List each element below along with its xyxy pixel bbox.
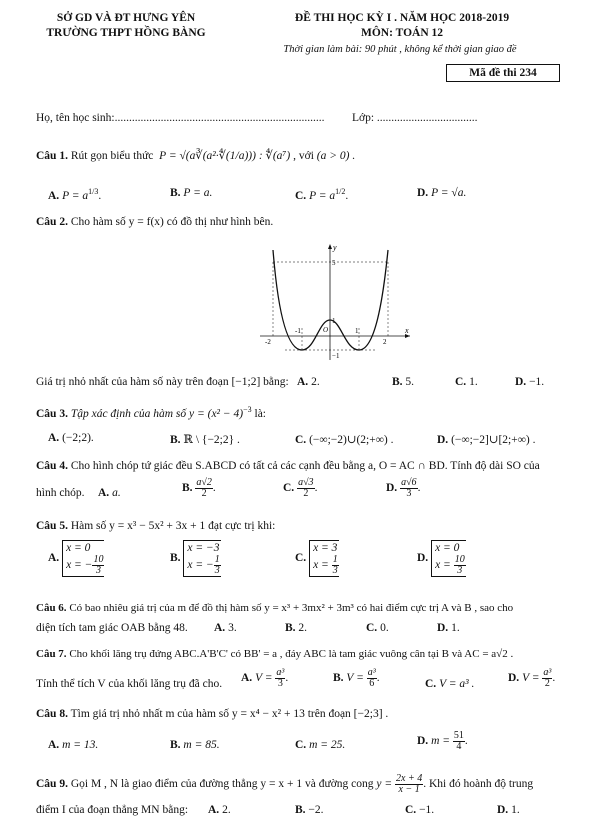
q7-label: Câu 7. <box>36 648 67 660</box>
q1-c-value: P = a <box>309 189 336 202</box>
time-note: Thời gian làm bài: 90 phút , không kể thời gian giao đề <box>283 44 517 55</box>
q9-option-d[interactable] <box>497 804 520 816</box>
q7-option-a[interactable]: A. V = $\frac{\text{a³}}{3}$ . <box>241 667 289 689</box>
function-graph <box>255 240 415 365</box>
q5-option-c[interactable]: C. x = 3 x = $\frac{1}{3}$ <box>295 542 338 576</box>
q1-d-label: D. <box>417 187 429 199</box>
q7-option-d[interactable]: D. V = $\frac{\text{a³}}{2}$ . <box>508 667 556 689</box>
q1-tail: , với <box>293 150 314 162</box>
graph-label-ym1: −1 <box>332 352 340 360</box>
q2-a-label: A. <box>297 376 309 388</box>
q2-d-label: D. <box>515 376 527 388</box>
q6-option-b[interactable] <box>285 622 307 634</box>
q1-option-b[interactable] <box>170 187 212 199</box>
question-6 <box>36 602 513 614</box>
question-2 <box>36 216 273 228</box>
q6-text-line2: diện tích tam giác OAB bằng 48. <box>36 622 188 634</box>
q2-option-a[interactable] <box>297 376 320 388</box>
q1-option-c[interactable]: C. $P = a^{1/2}$. <box>295 187 349 202</box>
graph-label-y: y <box>333 243 337 252</box>
graph-y-arrow <box>328 244 332 249</box>
q8-b-value: m = 85. <box>183 739 220 751</box>
class-line: Lớp: ................................... <box>352 112 478 124</box>
q9-c-value: −1. <box>419 804 435 816</box>
q5-b-label: B. <box>170 552 181 565</box>
q8-c-label: C. <box>295 739 307 751</box>
q7-option-b[interactable]: B. V = $\frac{\text{a³}}{6}$ . <box>333 667 380 689</box>
q6-option-c[interactable] <box>366 622 389 634</box>
graph-label-x: x <box>405 326 409 335</box>
q2-option-c[interactable] <box>455 376 478 388</box>
q9-text: Gọi M , N là giao điểm của đường thẳng y = x + 1 và đường cong <box>70 778 374 791</box>
question-7 <box>36 648 513 660</box>
q3-b-value: ℝ \ {−2;2} . <box>183 434 240 446</box>
q3-d-label: D. <box>437 434 449 446</box>
q8-label: Câu 8. <box>36 708 68 720</box>
subject-title: MÔN: TOÁN 12 <box>361 27 443 39</box>
q3-d-value: (−∞;−2]∪[2;+∞) . <box>451 434 536 446</box>
q9-a-value: 2. <box>222 804 231 816</box>
q2-d-value: −1. <box>529 376 545 388</box>
q5-a-label: A. <box>48 552 60 565</box>
q6-option-d[interactable] <box>437 622 460 634</box>
q2-c-label: C. <box>455 376 467 388</box>
q6-text: Có bao nhiêu giá trị của m để đồ thị hàm số y = x³ + 3mx² + 3m³ có hai điểm cực trị A và B , sao cho <box>69 602 514 614</box>
student-name-line: Họ, tên học sinh:......................................................................... <box>36 112 325 124</box>
q8-option-d[interactable]: D. m = $\frac{51}{4}$ . <box>417 730 468 752</box>
q4-option-c[interactable]: C. $\frac{a√3}{2}$ . <box>283 477 318 499</box>
q1-label: Câu 1. <box>36 150 68 162</box>
q9-c-label: C. <box>405 804 417 816</box>
q6-d-label: D. <box>437 622 449 634</box>
q3-text: Tập xác định của hàm số y = (x² − 4) <box>70 407 244 420</box>
q2-question: Giá trị nhỏ nhất của hàm số này trên đoạn [−1;2] bằng: <box>36 376 289 388</box>
q5-c-label: C. <box>295 552 307 565</box>
q8-a-value: m = 13. <box>62 739 99 751</box>
q2-text: Cho hàm số y = f(x) có đồ thị như hình bên. <box>70 216 274 228</box>
q6-d-value: 1. <box>451 622 460 634</box>
q2-label: Câu 2. <box>36 216 68 228</box>
q1-cond: (a > 0) . <box>316 150 356 162</box>
question-5 <box>36 520 275 532</box>
q3-option-c[interactable] <box>295 432 394 446</box>
graph-label-y5: 5 <box>332 259 336 267</box>
q4-text: Cho hình chóp tứ giác đều S.ABCD có tất cả các cạnh đều bằng a, O = AC ∩ BD. Tính độ dài SO của <box>70 460 540 472</box>
q6-c-value: 0. <box>380 622 389 634</box>
q4-label: Câu 4. <box>36 460 68 472</box>
dept-name: SỞ GD VÀ ĐT HƯNG YÊN <box>56 12 196 24</box>
q8-option-a[interactable] <box>48 739 98 751</box>
q6-c-label: C. <box>366 622 378 634</box>
q6-option-a[interactable] <box>214 622 237 634</box>
q4-d-label: D. <box>386 482 398 495</box>
q3-c-value: (−∞;−2)∪(2;+∞) . <box>309 434 394 446</box>
q8-option-b[interactable] <box>170 739 220 751</box>
q1-option-d[interactable] <box>417 187 466 199</box>
q2-option-d[interactable] <box>515 376 544 388</box>
q2-b-label: B. <box>392 376 403 388</box>
exam-title: ĐỀ THI HỌC KỲ I . NĂM HỌC 2018-2019 <box>294 12 510 24</box>
q3-b-label: B. <box>170 434 181 446</box>
q3-a-value: (−2;2). <box>62 432 94 444</box>
graph-curve <box>273 250 388 350</box>
q5-option-a[interactable]: A. x = 0 x = − $\frac{10}{3}$ <box>48 542 104 576</box>
q2-option-b[interactable] <box>392 376 414 388</box>
q3-tail: là: <box>254 407 266 420</box>
q9-d-label: D. <box>497 804 509 816</box>
q7-option-c[interactable] <box>425 678 474 690</box>
q1-option-a[interactable]: A. $P = a^{1/3}$. <box>48 187 102 202</box>
question-1 <box>36 148 355 162</box>
q7-text: Cho khối lăng trụ đứng ABC.A'B'C' có BB' = a , đáy ABC là tam giác vuông cân tại B và AC = a√2 . <box>69 648 514 660</box>
q4-b-label: B. <box>182 482 193 495</box>
school-name: TRƯỜNG THPT HỒNG BÀNG <box>46 27 206 39</box>
q9-tail: . Khi đó hoành độ trung <box>423 778 534 791</box>
q6-a-value: 3. <box>228 622 237 634</box>
q8-option-c[interactable] <box>295 739 345 751</box>
q4-text-line2: hình chóp. <box>36 487 85 499</box>
q7-c-value: V = a³ . <box>439 678 475 690</box>
question-9: Câu 9. Gọi M , N là giao điểm của đường thẳng y = x + 1 và đường cong y = $\frac{2x + 4}{x - 1}$ . Khi đó hoành độ trung <box>36 773 534 795</box>
q1-formula: P = √(a∛(a²·∜(1/a))) : ∜(a⁷) <box>156 150 291 162</box>
q3-option-a[interactable] <box>48 432 94 444</box>
q1-b-label: B. <box>170 187 181 199</box>
q8-c-value: m = 25. <box>309 739 346 751</box>
q5-text: Hàm số y = x³ − 5x² + 3x + 1 đạt cực trị khi: <box>70 520 276 532</box>
q8-d-label: D. <box>417 735 429 748</box>
q3-option-b[interactable] <box>170 432 240 446</box>
q4-a-value: a. <box>112 487 121 499</box>
q4-option-a[interactable] <box>98 487 121 499</box>
q4-option-d[interactable]: D. $\frac{a√6}{3}$ . <box>386 477 421 499</box>
q9-a-label: A. <box>208 804 220 816</box>
q1-b-value: P = a. <box>183 187 213 199</box>
q1-d-value: P = √a. <box>431 187 467 199</box>
q6-a-label: A. <box>214 622 226 634</box>
q5-option-b[interactable]: B. x = −3 x = − $\frac{1}{3}$ <box>170 542 220 576</box>
q1-a-label: A. <box>48 189 60 202</box>
question-4 <box>36 460 540 472</box>
q6-label: Câu 6. <box>36 602 67 614</box>
q3-a-label: A. <box>48 432 60 444</box>
q6-b-value: 2. <box>298 622 308 634</box>
q9-d-value: 1. <box>511 804 520 816</box>
q8-b-label: B. <box>170 739 181 751</box>
q9-label: Câu 9. <box>36 778 68 791</box>
graph-label-origin: O <box>323 326 329 334</box>
q5-label: Câu 5. <box>36 520 68 532</box>
graph-label-x1: 1 <box>355 327 359 335</box>
q7-d-label: D. <box>508 672 520 685</box>
q7-b-label: B. <box>333 672 344 685</box>
q5-d-label: D. <box>417 552 429 565</box>
q1-a-value: P = a <box>62 189 89 202</box>
question-3: Câu 3. Tập xác định của hàm số $y = (x^2 - 4)^{-3}$ là: <box>36 405 266 420</box>
q9-text-line2: điểm I của đoạn thẳng MN bằng: <box>36 804 189 816</box>
q3-label: Câu 3. <box>36 407 68 420</box>
graph-label-xm1: -1 <box>295 327 301 335</box>
q2-a-value: 2. <box>311 376 320 388</box>
q7-a-label: A. <box>241 672 253 685</box>
graph-label-xm2: -2 <box>265 338 271 346</box>
q3-option-d[interactable] <box>437 432 536 446</box>
graph-label-x2: 2 <box>383 338 387 346</box>
q9-b-value: −2. <box>308 804 324 816</box>
q6-b-label: B. <box>285 622 296 634</box>
q9-b-label: B. <box>295 804 306 816</box>
q4-a-label: A. <box>98 487 110 499</box>
graph-label-y1: 1 <box>332 317 336 325</box>
q1-text: Rút gọn biểu thức <box>70 150 154 162</box>
q8-a-label: A. <box>48 739 60 751</box>
q5-option-d[interactable]: D. x = 0 x = $\frac{10}{3}$ <box>417 542 465 576</box>
q2-c-value: 1. <box>469 376 478 388</box>
q9-option-a[interactable] <box>208 804 231 816</box>
q7-text-line2: Tính thể tích V của khối lăng trụ đã cho. <box>36 678 223 690</box>
exam-code: Mã đề thi 234 <box>446 64 560 82</box>
q3-c-label: C. <box>295 434 307 446</box>
q2-b-value: 5. <box>405 376 415 388</box>
q4-c-label: C. <box>283 482 295 495</box>
q4-option-b[interactable]: B. $\frac{a√2}{2}$ . <box>182 477 216 499</box>
question-8 <box>36 708 388 720</box>
q1-c-label: C. <box>295 189 307 202</box>
q9-option-c[interactable] <box>405 804 434 816</box>
q8-text: Tìm giá trị nhỏ nhất m của hàm số y = x⁴ − x² + 13 trên đoạn [−2;3] . <box>70 708 389 720</box>
q7-c-label: C. <box>425 678 437 690</box>
q9-option-b[interactable] <box>295 804 324 816</box>
